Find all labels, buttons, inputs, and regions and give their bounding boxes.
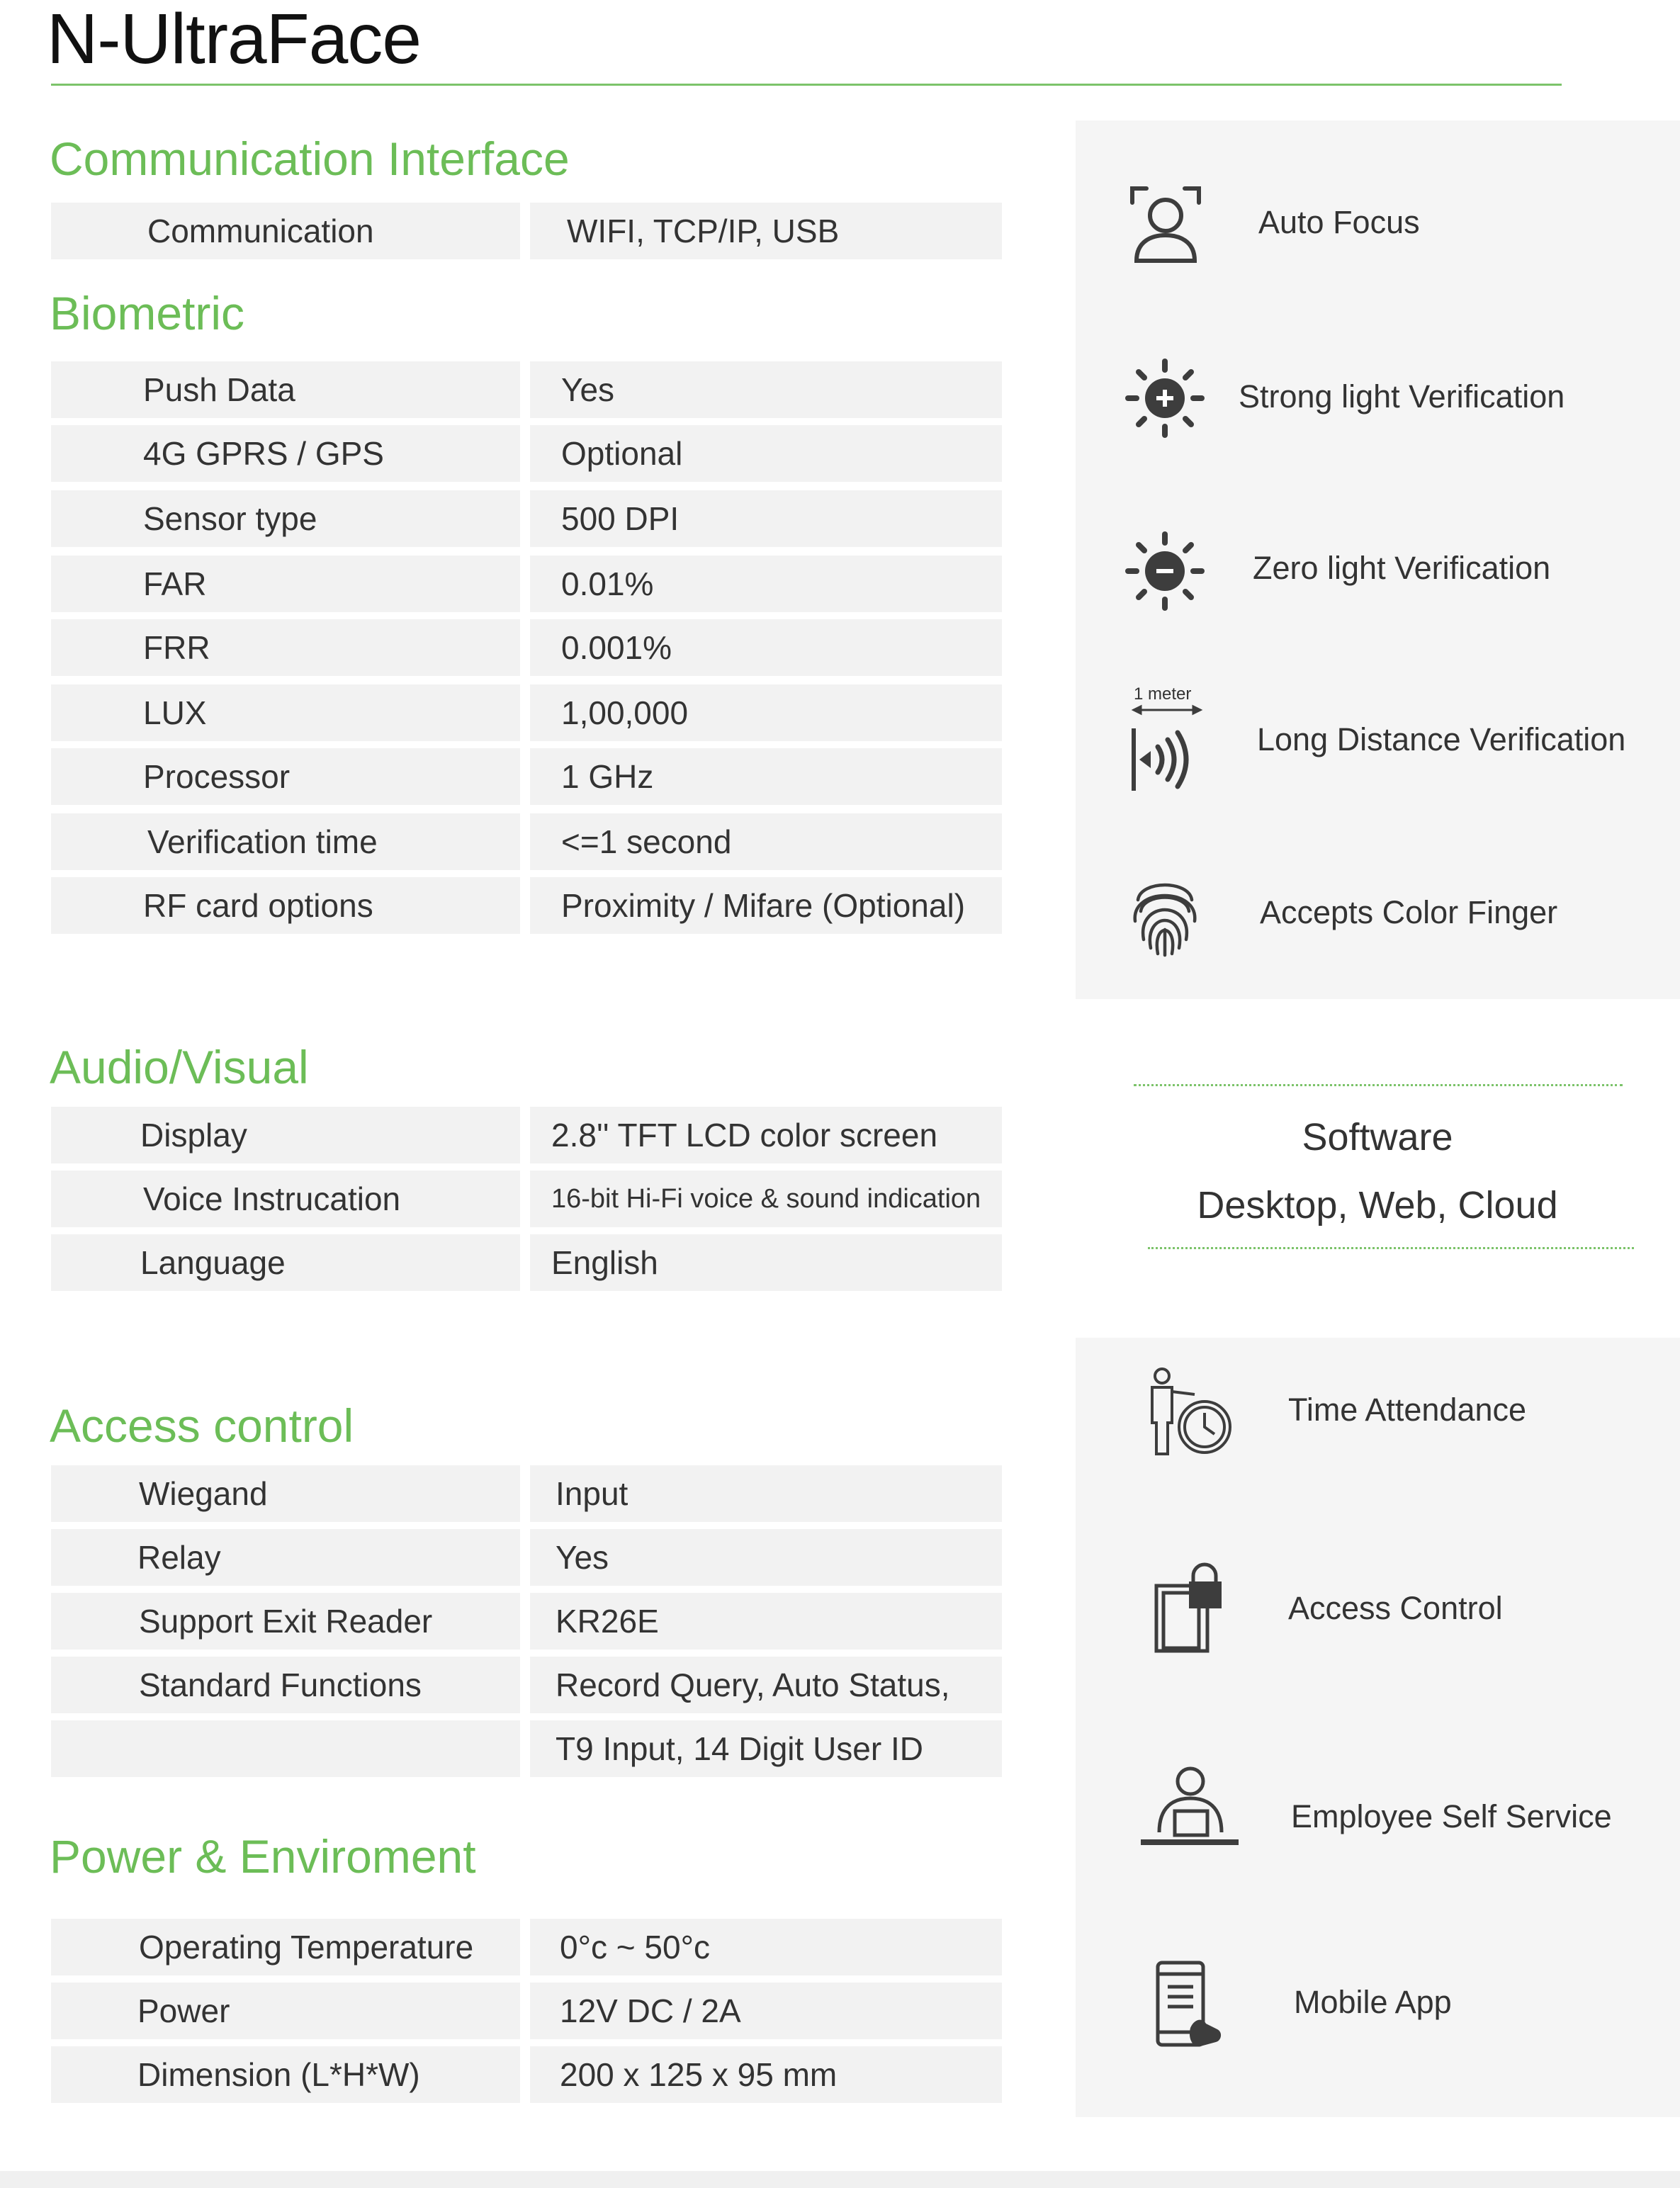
door-lock-icon	[1148, 1562, 1233, 1657]
spec-label: Standard Functions	[51, 1657, 520, 1713]
spec-label: Operating Temperature	[51, 1919, 520, 1975]
spec-value: Proximity / Mifare (Optional)	[530, 877, 1002, 934]
spec-label: RF card options	[51, 877, 520, 934]
spec-row-display	[51, 1107, 1002, 1163]
spec-row-push-data	[51, 361, 1002, 418]
fingerprint-icon	[1131, 872, 1199, 958]
spec-row-relay	[51, 1529, 1002, 1586]
spec-row-processor	[51, 748, 1002, 805]
spec-row-operating-temperature	[51, 1919, 1002, 1975]
spec-label: LUX	[51, 684, 520, 741]
distance-caption: 1 meter	[1134, 684, 1192, 704]
spec-value: 16-bit Hi-Fi voice & sound indication	[530, 1171, 1002, 1227]
face-focus-icon	[1127, 181, 1205, 266]
spec-value: Yes	[530, 1529, 1002, 1586]
feature-label: Strong light Verification	[1239, 378, 1565, 415]
footer-band	[0, 2171, 1680, 2188]
spec-value: 0.01%	[530, 556, 1002, 612]
spec-value: 500 DPI	[530, 490, 1002, 547]
spec-value: 1,00,000	[530, 684, 1002, 741]
spec-value: Record Query, Auto Status,	[530, 1657, 1002, 1713]
spec-value: WIFI, TCP/IP, USB	[530, 203, 1002, 259]
module-label: Time Attendance	[1288, 1392, 1527, 1428]
spec-value: 0°c ~ 50°c	[530, 1919, 1002, 1975]
software-platforms: Desktop, Web, Cloud	[1197, 1184, 1558, 1226]
section-heading-communication: Communication Interface	[50, 132, 570, 185]
employee-desk-icon	[1138, 1764, 1241, 1856]
spec-row-power	[51, 1983, 1002, 2039]
software-bottom-divider	[1148, 1247, 1634, 1249]
spec-row-exit-reader	[51, 1593, 1002, 1650]
spec-label: FAR	[51, 556, 520, 612]
spec-value: English	[530, 1234, 1002, 1291]
spec-row-dimension	[51, 2046, 1002, 2103]
spec-row-frr	[51, 619, 1002, 676]
bright-sun-icon	[1125, 359, 1205, 438]
spec-value: 0.001%	[530, 619, 1002, 676]
spec-row-lux	[51, 684, 1002, 741]
spec-value: 2.8'' TFT LCD color screen	[530, 1107, 1002, 1163]
spec-row-standard-functions-cont	[51, 1720, 1002, 1777]
spec-value: 200 x 125 x 95 mm	[530, 2046, 1002, 2103]
spec-row-4g-gprs	[51, 425, 1002, 482]
spec-label: Wiegand	[51, 1465, 520, 1522]
spec-row-sensor-type	[51, 490, 1002, 547]
spec-label	[51, 1720, 520, 1777]
spec-value: <=1 second	[530, 813, 1002, 870]
spec-value: KR26E	[530, 1593, 1002, 1650]
spec-row-verification-time	[51, 813, 1002, 870]
spec-row-wiegand	[51, 1465, 1002, 1522]
spec-label: Communication	[51, 203, 520, 259]
feature-label: Accepts Color Finger	[1260, 894, 1558, 930]
section-heading-biometric: Biometric	[50, 287, 245, 339]
spec-label: Support Exit Reader	[51, 1593, 520, 1650]
software-title: Software	[1302, 1116, 1453, 1158]
spec-label: Processor	[51, 748, 520, 805]
module-label: Employee Self Service	[1291, 1798, 1612, 1834]
spec-label: Sensor type	[51, 490, 520, 547]
spec-label: Power	[51, 1983, 520, 2039]
spec-row-rf-card	[51, 877, 1002, 934]
spec-value: 1 GHz	[530, 748, 1002, 805]
section-heading-audio-visual: Audio/Visual	[50, 1041, 309, 1093]
spec-label: Relay	[51, 1529, 520, 1586]
spec-value: Optional	[530, 425, 1002, 482]
signal-distance-icon	[1127, 684, 1219, 798]
dim-sun-icon	[1125, 531, 1205, 611]
module-label: Mobile App	[1294, 1984, 1452, 2020]
spec-value: Input	[530, 1465, 1002, 1522]
spec-row-language	[51, 1234, 1002, 1291]
spec-row-standard-functions	[51, 1657, 1002, 1713]
feature-label: Long Distance Verification	[1257, 721, 1626, 757]
spec-label: Voice Instrucation	[51, 1171, 520, 1227]
feature-label: Zero light Verification	[1253, 550, 1551, 586]
time-attendance-icon	[1145, 1366, 1237, 1458]
page-title: N-UltraFace	[47, 0, 421, 79]
spec-value: Yes	[530, 361, 1002, 418]
spec-row-voice	[51, 1171, 1002, 1227]
spec-label: Verification time	[51, 813, 520, 870]
spec-label: Language	[51, 1234, 520, 1291]
section-heading-power: Power & Enviroment	[50, 1830, 476, 1883]
spec-value: T9 Input, 14 Digit User ID	[530, 1720, 1002, 1777]
spec-label: 4G GPRS / GPS	[51, 425, 520, 482]
software-top-divider	[1134, 1084, 1623, 1086]
module-label: Access Control	[1288, 1590, 1503, 1626]
feature-label: Auto Focus	[1258, 204, 1420, 240]
spec-row-far	[51, 556, 1002, 612]
spec-label: Display	[51, 1107, 520, 1163]
spec-label: FRR	[51, 619, 520, 676]
spec-label: Dimension (L*H*W)	[51, 2046, 520, 2103]
spec-value: 12V DC / 2A	[530, 1983, 1002, 2039]
section-heading-access-control: Access control	[50, 1399, 354, 1452]
mobile-phone-icon	[1152, 1958, 1226, 2051]
title-divider	[51, 84, 1562, 86]
spec-row-communication	[51, 203, 1002, 259]
spec-label: Push Data	[51, 361, 520, 418]
